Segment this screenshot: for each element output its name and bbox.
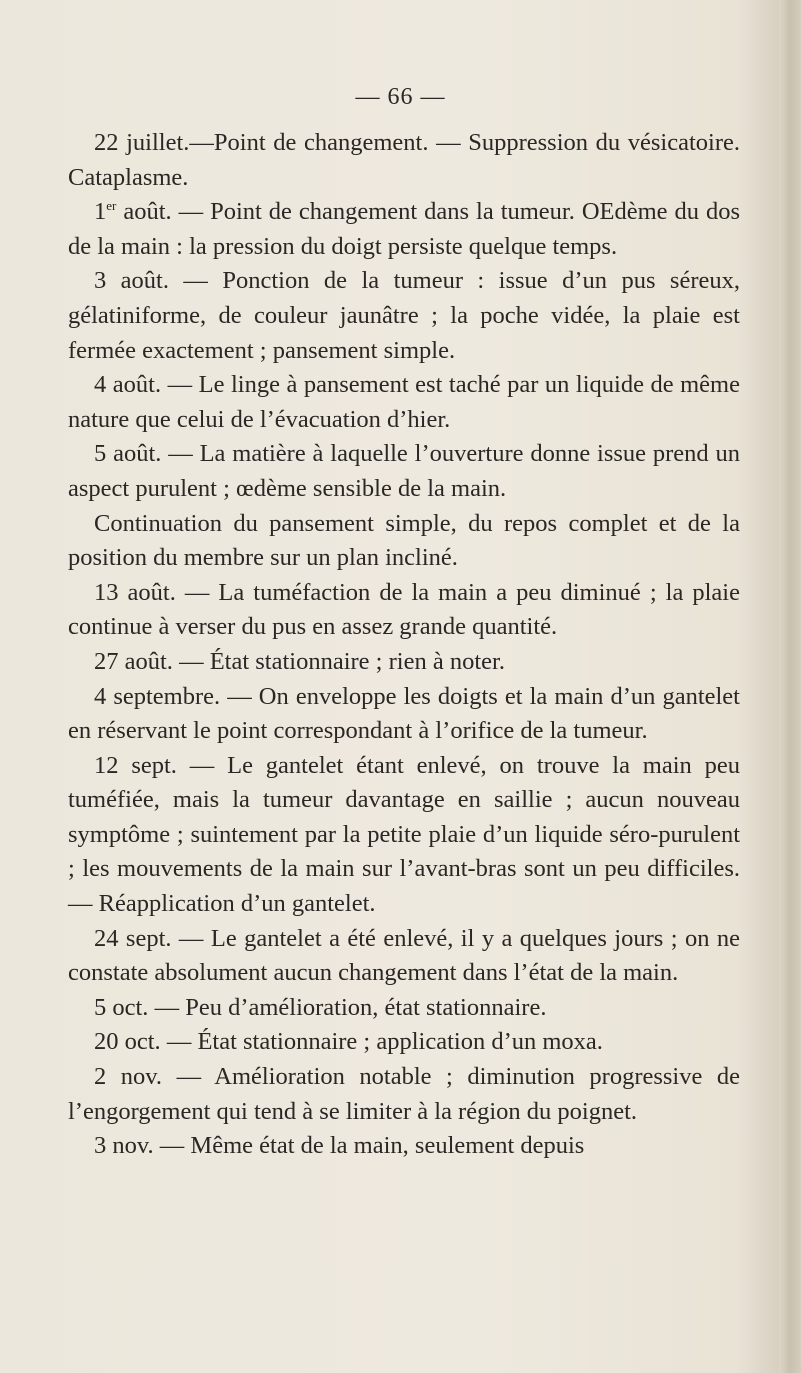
entry-date: 2 nov. [94,1063,163,1091]
entry-4-aout [68,368,740,437]
entry-4-septembre [68,680,740,749]
entry-text: — État stationnaire ; application d’un moxa. [160,1028,603,1056]
entry-20-oct [68,1025,740,1060]
entry-date: 3 août. [94,267,169,295]
entry-date: 22 juillet. [94,129,190,156]
entry-continuation [68,507,740,576]
entry-date: 13 août. [94,578,176,606]
entry-date: 12 sept. [94,751,177,779]
entry-5-aout [68,437,740,506]
entry-12-sept [68,749,740,922]
entry-text: — Point de changement dans la tumeur. OEdème du dos de la main : la pression du doigt persiste quelque temps. [68,198,741,260]
entry-date-superscript: er [106,198,117,214]
journal-entries [68,126,740,1164]
entry-5-oct [68,991,740,1026]
entry-27-aout [68,645,740,680]
entry-24-sept [68,922,740,991]
entry-date: 4 août. [94,371,162,399]
entry-text: Continuation du pansement simple, du repos complet et de la position du membre sur un plan incliné. [68,509,740,572]
entry-date: 3 nov. [94,1132,154,1160]
entry-text: — Le linge à pansement est taché par un liquide de même nature que celui de l’évacuation d’hier. [68,371,740,433]
entry-date: 27 août. [94,647,173,675]
entry-2-nov [68,1060,740,1129]
entry-text: — La tuméfaction de la main a peu diminué ; la plaie continue à verser du pus en assez grande quantité. [68,578,740,641]
entry-date: 24 sept. [94,924,172,952]
entry-3-aout [68,264,740,368]
page-number: — 66 — [355,84,446,110]
entry-22-juillet [68,126,740,195]
entry-text: — On enveloppe les doigts et la main d’un gantelet en réservant le point correspondant à l’orifice de la tumeur. [68,682,740,745]
entry-text: — Ponction de la tumeur : issue d’un pus séreux, gélatiniforme, de couleur jaunâtre ; la poche vidée, la plaie est fermée exactement ; pansement simple. [68,267,740,364]
entry-text: — Même état de la main, seulement depuis [153,1132,585,1160]
entry-date: 5 août. [94,440,162,468]
entry-1er-aout [68,195,740,264]
entry-date: 4 septembre. [94,682,221,710]
entry-text: — Amélioration notable ; diminution progressive de l’engorgement qui tend à se limiter à la région du poignet. [68,1063,740,1125]
entry-date: 20 oct. [94,1028,161,1056]
entry-3-nov [68,1129,740,1164]
entry-date: 1 [94,198,107,226]
entry-text: — Le gantelet a été enlevé, il y a quelques jours ; on ne constate absolument aucun changement dans l’état de la main. [68,924,740,987]
entry-13-aout [68,576,740,645]
entry-text: — Le gantelet étant enlevé, on trouve la main peu tuméfiée, mais la tumeur davantage en saillie ; aucun nouveau symptôme ; suintement par la petite plaie d’un liquide séro-purulent ; les mouvements de la main sur l’avant-bras sont un peu difficiles. — Réapplication d’un gantelet. [68,751,741,918]
entry-text: — Peu d’amélioration, état stationnaire. [148,993,547,1021]
entry-text: —Point de changement. — Suppression du vésicatoire. Cataplasme. [68,129,740,191]
page-edge-shadow [779,0,801,1373]
entry-text: — État stationnaire ; rien à noter. [172,647,505,675]
entry-text: — La matière à laquelle l’ouverture donne issue prend un aspect purulent ; œdème sensible de la main. [68,440,740,502]
entry-date-rest: août. [116,198,172,226]
entry-date: 5 oct. [94,993,149,1021]
